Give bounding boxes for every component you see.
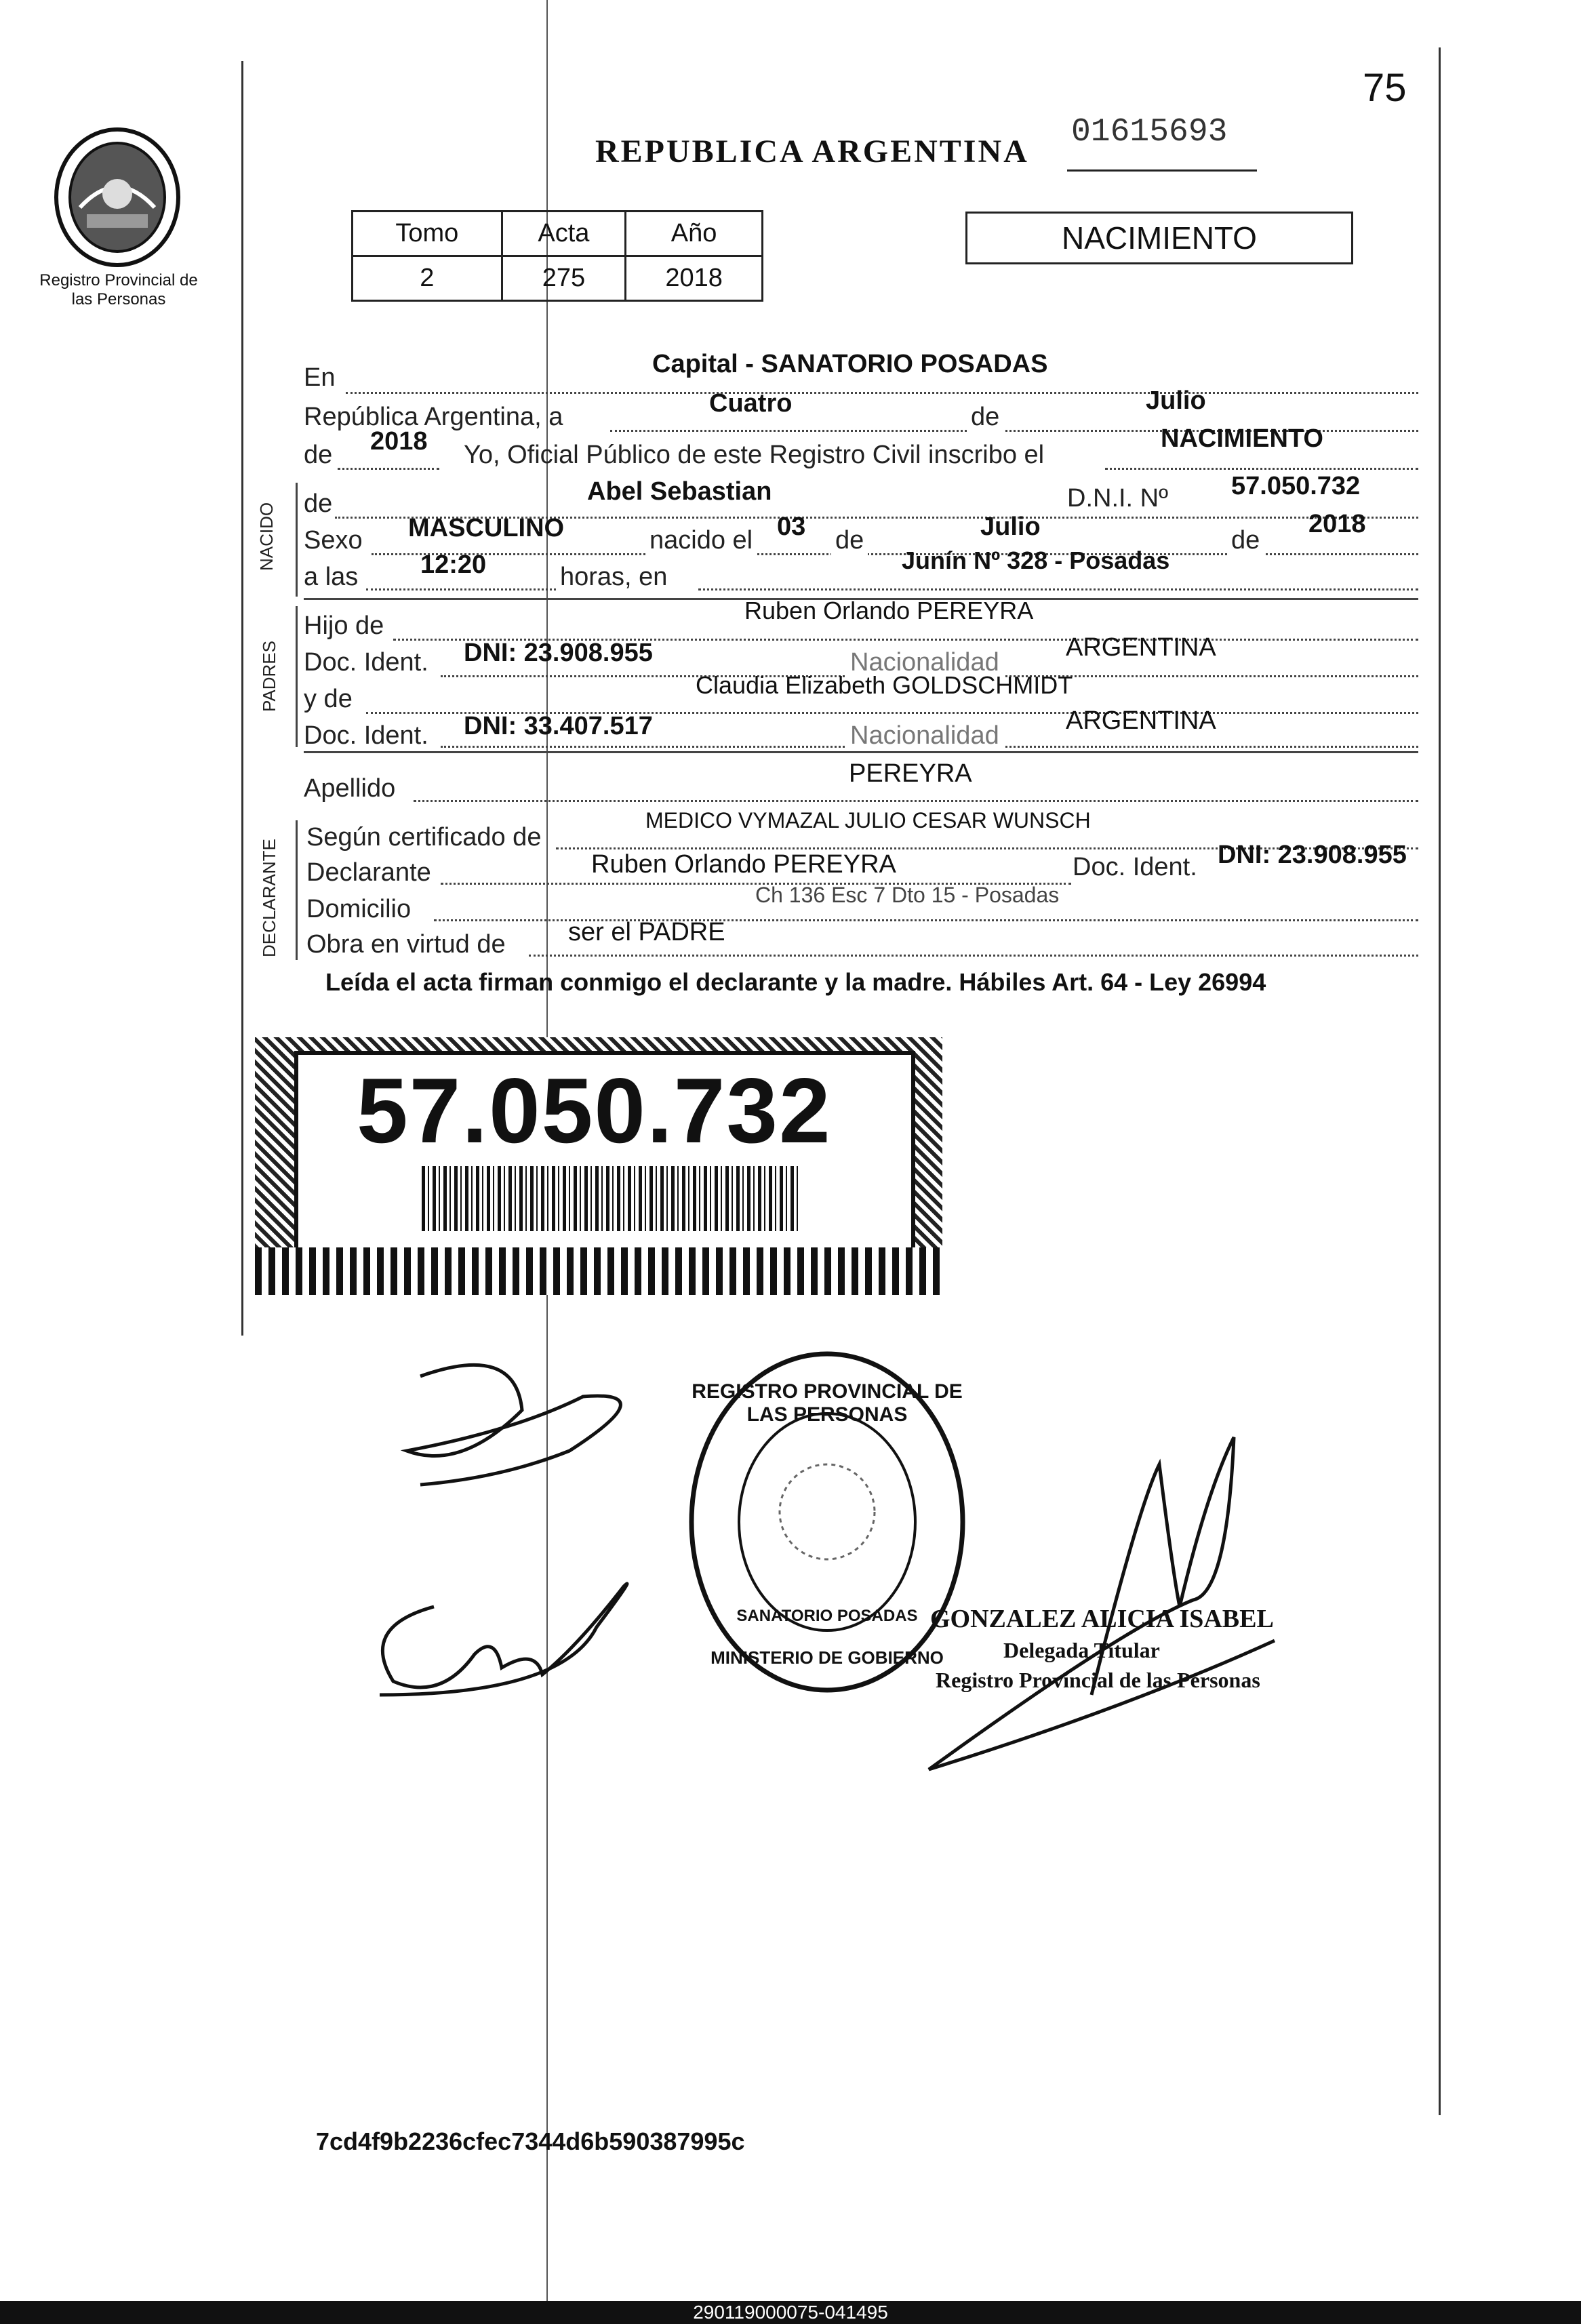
serial-number: 01615693 [1071, 114, 1228, 151]
obra-value: ser el PADRE [568, 918, 725, 946]
birth-de-label-2: de [1227, 526, 1264, 555]
official-text: Yo, Oficial Público de este Registro Civil inscribo el [464, 441, 1045, 469]
obra-dotline [529, 955, 1418, 957]
declarante-section-label: DECLARANTE [259, 839, 279, 957]
birth-place: Junín Nº 328 - Posadas [902, 546, 1170, 574]
time-dotline [366, 588, 556, 590]
month-de-label: de [967, 403, 1003, 432]
en-dotline [346, 392, 1418, 394]
act-type-box: NACIMIENTO [965, 212, 1353, 264]
hijo-de-label: Hijo de [304, 612, 384, 640]
mother-doc: DNI: 33.407.517 [464, 712, 653, 740]
signatory-role: Delegada Titular [1003, 1638, 1160, 1662]
nacido-de-label: de [304, 489, 333, 518]
father-nationality: ARGENTINA [1066, 633, 1216, 662]
apellido-value: PEREYRA [849, 759, 972, 788]
mother-nat-label: Nacionalidad [846, 721, 1003, 750]
sticker-pattern-strip [255, 1247, 942, 1295]
header-tomo: Tomo [353, 212, 502, 256]
stamp-bottom-text: MINISTERIO DE GOBIERNO [711, 1647, 944, 1668]
year-value: 2018 [370, 427, 428, 456]
father-name: Ruben Orlando PEREYRA [744, 597, 1034, 624]
day-value: Cuatro [709, 389, 793, 418]
en-value: Capital - SANATORIO POSADAS [652, 350, 1048, 378]
republica-label: República Argentina, a [304, 403, 563, 431]
a-las-label: a las [304, 563, 359, 591]
nacido-section-bar [296, 483, 298, 597]
nacido-section-label: NACIDO [256, 502, 277, 571]
declarante-section-bar [296, 820, 298, 960]
apellido-dotline [414, 800, 1418, 802]
father-doc-label: Doc. Ident. [304, 648, 428, 677]
month-value: Julio [1146, 386, 1206, 415]
value-ano: 2018 [626, 256, 763, 301]
domicilio-label: Domicilio [306, 895, 412, 923]
value-tomo: 2 [353, 256, 502, 301]
dni-sticker [255, 1037, 942, 1295]
place-dotline [698, 588, 1418, 590]
y-de-label: y de [304, 685, 353, 713]
mother-name: Claudia Elizabeth GOLDSCHMIDT [696, 671, 1073, 699]
register-table [351, 210, 763, 302]
child-name: Abel Sebastian [587, 477, 772, 506]
birth-month: Julio [980, 513, 1041, 541]
right-margin-line [1439, 47, 1441, 2115]
birth-de-label-1: de [831, 526, 868, 555]
serial-underline [1067, 169, 1257, 172]
dni-label: D.N.I. Nº [1063, 484, 1172, 513]
stamp-inner-text: SANATORIO POSADAS [736, 1607, 918, 1625]
mother-doc-label: Doc. Ident. [304, 721, 428, 750]
year-dotline [338, 468, 439, 470]
header-ano: Año [626, 212, 763, 256]
declarante-label: Declarante [306, 858, 431, 887]
padres-section-label: PADRES [259, 641, 279, 712]
birth-day: 03 [777, 513, 806, 541]
inscribo-value: NACIMIENTO [1161, 424, 1323, 453]
sexo-value: MASCULINO [408, 514, 565, 542]
signature-official [922, 1424, 1288, 1776]
padres-section-bar [296, 606, 298, 747]
inscribo-dotline [1105, 468, 1418, 470]
birth-time: 12:20 [420, 550, 487, 579]
obra-label: Obra en virtud de [306, 930, 506, 959]
year-de-label: de [304, 441, 333, 469]
declarante-value: Ruben Orlando PEREYRA [591, 850, 896, 879]
apellido-label: Apellido [304, 774, 396, 803]
cert-value: MEDICO VYMAZAL JULIO CESAR WUNSCH [645, 808, 1091, 833]
father-nat-label: Nacionalidad [846, 648, 1003, 677]
logo-caption: Registro Provincial de las Personas [39, 271, 198, 308]
horas-label: horas, en [560, 563, 668, 591]
padres-divider [304, 751, 1418, 753]
left-margin-line [241, 61, 243, 1336]
domicilio-value: Ch 136 Esc 7 Dto 15 - Posadas [755, 883, 1060, 907]
footer-code: 290119000075-041495 [0, 2301, 1581, 2324]
signature-madre [339, 1546, 651, 1729]
closing-note: Leída el acta firman conmigo el declarante y la madre. Hábiles Art. 64 - Ley 26994 [325, 968, 1266, 996]
child-dni: 57.050.732 [1231, 472, 1361, 500]
official-stamp [685, 1349, 969, 1695]
cert-label: Según certificado de [306, 823, 542, 852]
stamp-outer-text: REGISTRO PROVINCIAL DE LAS PERSONAS [692, 1380, 963, 1426]
signatory-name: GONZALEZ ALICIA ISABEL [930, 1605, 1274, 1633]
declarante-doc-label: Doc. Ident. [1073, 853, 1197, 881]
dni-sticker-number: 57.050.732 [357, 1059, 832, 1162]
declarante-doc: DNI: 23.908.955 [1218, 841, 1407, 869]
document-title: REPUBLICA ARGENTINA [595, 134, 1029, 169]
mother-nationality: ARGENTINA [1066, 706, 1216, 735]
header-acta: Acta [502, 212, 626, 256]
document-hash: 7cd4f9b2236cfec7344d6b590387995c [316, 2127, 745, 2155]
signature-declarante [380, 1349, 678, 1552]
barcode [422, 1166, 801, 1231]
value-acta: 275 [502, 256, 626, 301]
nacido-el-label: nacido el [645, 526, 757, 555]
birth-year: 2018 [1308, 510, 1366, 538]
en-label: En [304, 363, 336, 392]
page-number: 75 [1363, 66, 1407, 110]
father-doc: DNI: 23.908.955 [464, 639, 653, 667]
sexo-label: Sexo [304, 526, 363, 555]
provincial-seal-logo [46, 126, 188, 268]
signatory-org: Registro Provincial de las Personas [936, 1668, 1260, 1692]
